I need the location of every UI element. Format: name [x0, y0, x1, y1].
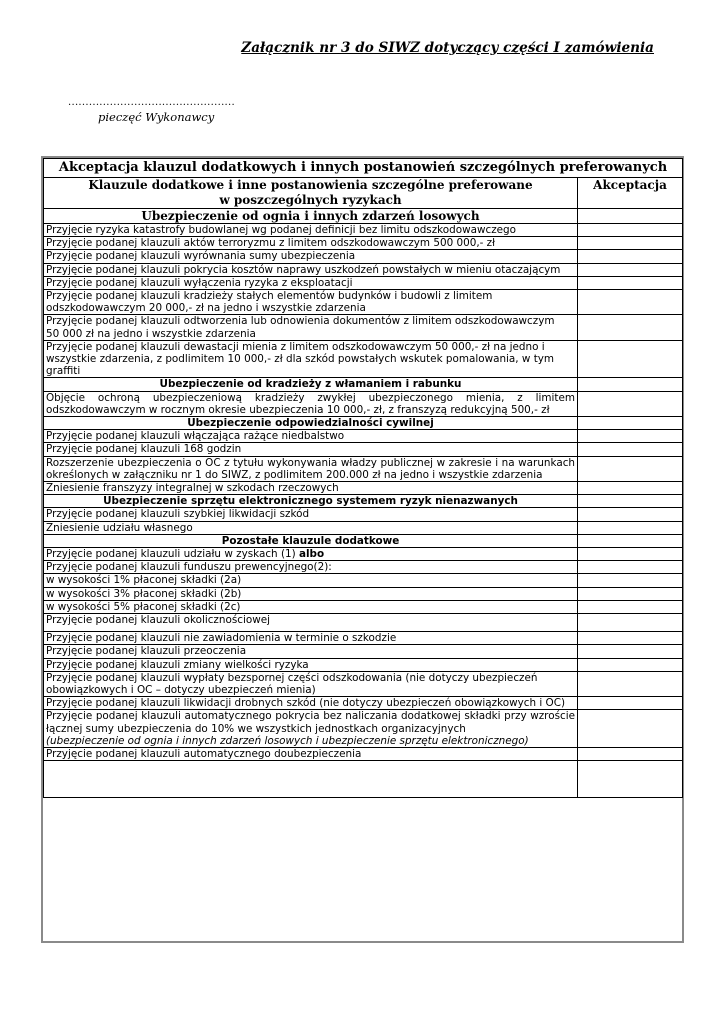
clause-text-line: Przyjęcie podanej klauzuli odtworzenia lub odnowienia dokumentów z limitem odszkodowawczym [46, 315, 555, 328]
table-row [44, 290, 683, 315]
table-row [44, 587, 683, 600]
clauses-table [43, 158, 683, 798]
acceptance-cell[interactable] [578, 587, 683, 600]
table-title-row [44, 159, 683, 178]
table-title: Akceptacja klauzul dodatkowych i innych postanowień szczególnych preferowanych [44, 159, 683, 178]
section-heading-row [44, 378, 683, 391]
clause-text: Przyjęcie podanej klauzuli 168 godzin [44, 443, 578, 456]
table-row [44, 671, 683, 696]
acceptance-cell[interactable] [578, 482, 683, 495]
table-row [44, 340, 683, 378]
column-header-row [44, 178, 683, 209]
section-heading-fire: Ubezpieczenie od ognia i innych zdarzeń losowych [44, 209, 578, 224]
table-row [44, 443, 683, 456]
acceptance-cell[interactable] [578, 561, 683, 574]
column-header-clause-line2: w poszczególnych ryzykach [219, 193, 402, 207]
clause-text: Przyjęcie podanej klauzuli włączająca rażące niedbalstwo [44, 430, 578, 443]
clause-text: Przyjęcie podanej klauzuli kradzieży stałych elementów budynków i budowli z limitem odszkodowawczym 20 000,- zł na jedno i wszystkie zdarzenia [44, 290, 578, 315]
acceptance-cell[interactable] [578, 430, 683, 443]
clause-text: Przyjęcie ryzyka katastrofy budowlanej wg podanej definicji bez limitu odszkodowawczego [44, 224, 578, 237]
clause-text: Przyjęcie podanej klauzuli automatycznego doubezpieczenia [44, 747, 578, 760]
clause-text [44, 548, 578, 561]
blank-clause-cell[interactable] [44, 761, 578, 798]
table-row [44, 632, 683, 645]
clauses-table-frame [41, 156, 684, 943]
section-heading-row [44, 417, 683, 430]
table-row [44, 697, 683, 710]
acceptance-cell[interactable] [578, 237, 683, 250]
column-header-acceptance: Akceptacja [578, 178, 683, 209]
section-heading-row [44, 534, 683, 547]
table-row [44, 600, 683, 613]
acceptance-cell[interactable] [578, 443, 683, 456]
clause-text: Objęcie ochroną ubezpieczeniową kradzieży zwykłej ubezpieczonego mienia, z limitem odszkodowawczym w rocznym okresie ubezpieczenia 10 000,- zł, z franszyzą redukcyjną 500,- zł [44, 391, 578, 416]
table-row [44, 747, 683, 760]
clause-text-line: 50 000 zł na jedno i wszystkie zdarzenia [46, 327, 256, 340]
table-row [44, 391, 683, 416]
acceptance-cell[interactable] [578, 521, 683, 534]
clause-text: Przyjęcie podanej klauzuli nie zawiadomienia w terminie o szkodzie [44, 632, 578, 645]
column-header-clause [44, 178, 578, 209]
table-row [44, 224, 683, 237]
clause-text: Zniesienie franszyzy integralnej w szkodach rzeczowych [44, 482, 578, 495]
clause-text: Przyjęcie podanej klauzuli wyrównania sumy ubezpieczenia [44, 250, 578, 263]
acceptance-cell[interactable] [578, 495, 683, 508]
acceptance-cell[interactable] [578, 290, 683, 315]
clause-text: Przyjęcie podanej klauzuli pokrycia kosztów naprawy uszkodzeń powstałych w mieniu otaczającym [44, 263, 578, 276]
page-title: Załącznik nr 3 do SIWZ dotyczący części I zamówienia [241, 40, 654, 56]
clause-text: w wysokości 5% płaconej składki (2c) [44, 600, 578, 613]
table-row [44, 521, 683, 534]
acceptance-cell[interactable] [578, 276, 683, 289]
acceptance-cell[interactable] [578, 574, 683, 587]
acceptance-cell[interactable] [578, 747, 683, 760]
acceptance-cell[interactable] [578, 315, 683, 340]
table-row [44, 645, 683, 658]
clause-text: Przyjęcie podanej klauzuli zmiany wielkości ryzyka [44, 658, 578, 671]
acceptance-cell[interactable] [578, 614, 683, 632]
clause-text [44, 315, 578, 340]
section-heading-electronics: Ubezpieczenie sprzętu elektronicznego systemem ryzyk nienazwanych [44, 495, 578, 508]
column-header-clause-line1: Klauzule dodatkowe i inne postanowienia szczególne preferowane [88, 178, 533, 192]
table-row [44, 574, 683, 587]
acceptance-cell[interactable] [578, 761, 683, 798]
section-heading-other: Pozostałe klauzule dodatkowe [44, 534, 578, 547]
section-heading-theft: Ubezpieczenie od kradzieży z włamaniem i rabunku [44, 378, 578, 391]
stamp-placeholder-line: ................................................ [68, 97, 235, 108]
table-row [44, 482, 683, 495]
clause-text: w wysokości 3% płaconej składki (2b) [44, 587, 578, 600]
clause-text-note: (ubezpieczenie od ognia i innych zdarzeń losowych i ubezpieczenie sprzętu elektronicznego) [46, 734, 529, 747]
clause-text: w wysokości 1% płaconej składki (2a) [44, 574, 578, 587]
acceptance-cell[interactable] [578, 378, 683, 391]
acceptance-cell[interactable] [578, 697, 683, 710]
clause-text: Przyjęcie podanej klauzuli funduszu prewencyjnego(2): [44, 561, 578, 574]
table-row [44, 263, 683, 276]
clause-text: Przyjęcie podanej klauzuli okolicznościowej [44, 614, 578, 632]
table-row [44, 456, 683, 481]
acceptance-cell[interactable] [578, 209, 683, 224]
acceptance-cell[interactable] [578, 340, 683, 378]
acceptance-cell[interactable] [578, 417, 683, 430]
acceptance-cell[interactable] [578, 263, 683, 276]
table-row [44, 548, 683, 561]
clause-text: Przyjęcie podanej klauzuli wypłaty bezspornej części odszkodowania (nie dotyczy ubezpieczeń obowiązkowych i OC – dotyczy ubezpieczeń mienia) [44, 671, 578, 696]
table-row [44, 250, 683, 263]
acceptance-cell[interactable] [578, 456, 683, 481]
clause-text: Przyjęcie podanej klauzuli aktów terroryzmu z limitem odszkodowawczym 500 000,- zł [44, 237, 578, 250]
clause-text-main: Przyjęcie podanej klauzuli automatycznego pokrycia bez naliczania dodatkowej składki przy wzroście łącznej sumy ubezpieczenia do 10% we wszystkich jednostkach organizacyjnych [46, 710, 575, 735]
clause-text [44, 710, 578, 748]
table-row [44, 276, 683, 289]
clause-text: Przyjęcie podanej klauzuli szybkiej likwidacji szkód [44, 508, 578, 521]
acceptance-cell[interactable] [578, 600, 683, 613]
table-row [44, 561, 683, 574]
stamp-label: pieczęć Wykonawcy [98, 110, 215, 124]
acceptance-cell[interactable] [578, 710, 683, 748]
acceptance-cell[interactable] [578, 632, 683, 645]
clause-text: Rozszerzenie ubezpieczenia o OC z tytułu wykonywania władzy publicznej w zakresie i na warunkach określonych w załączniku nr 1 do SIWZ, z podlimitem 200.000 zł na jedno i wszystkie zdarzenia [44, 456, 578, 481]
acceptance-cell[interactable] [578, 508, 683, 521]
table-row [44, 658, 683, 671]
clause-text: Przyjęcie podanej klauzuli przeoczenia [44, 645, 578, 658]
clause-text-main: Przyjęcie podanej klauzuli udziału w zyskach (1) [46, 548, 296, 561]
section-heading-liability: Ubezpieczenie odpowiedzialności cywilnej [44, 417, 578, 430]
albo-keyword: albo [298, 548, 325, 561]
acceptance-cell[interactable] [578, 671, 683, 696]
table-row [44, 430, 683, 443]
acceptance-cell[interactable] [578, 534, 683, 547]
acceptance-cell[interactable] [578, 658, 683, 671]
table-row [44, 508, 683, 521]
clause-text: Przyjęcie podanej klauzuli wyłączenia ryzyka z eksploatacji [44, 276, 578, 289]
clause-text: Przyjęcie podanej klauzuli dewastacji mienia z limitem odszkodowawczym 50 000,- zł na jedno i wszystkie zdarzenia, z podlimitem 10 000,- zł dla szkód powstałych wskutek pomalowania, w tym graffiti [44, 340, 578, 378]
acceptance-cell[interactable] [578, 645, 683, 658]
acceptance-cell[interactable] [578, 224, 683, 237]
section-heading-row [44, 209, 683, 224]
acceptance-cell[interactable] [578, 548, 683, 561]
clause-text: Przyjęcie podanej klauzuli likwidacji drobnych szkód (nie dotyczy ubezpieczeń obowiązkowych i OC) [44, 697, 578, 710]
table-row [44, 237, 683, 250]
section-heading-row [44, 495, 683, 508]
acceptance-cell[interactable] [578, 391, 683, 416]
empty-row [44, 761, 683, 798]
clause-text: Zniesienie udziału własnego [44, 521, 578, 534]
table-row [44, 710, 683, 748]
table-row [44, 315, 683, 340]
table-row [44, 614, 683, 632]
acceptance-cell[interactable] [578, 250, 683, 263]
